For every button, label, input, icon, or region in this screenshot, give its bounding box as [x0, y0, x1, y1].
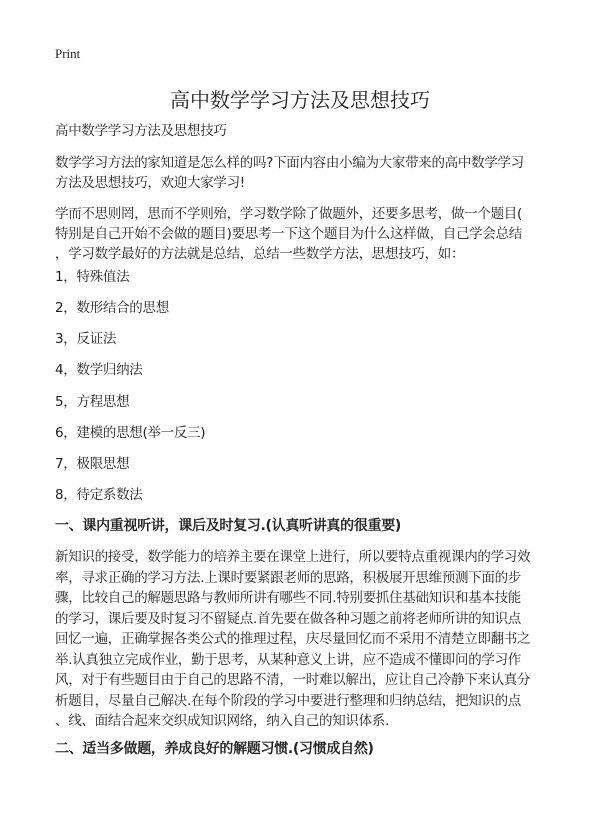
para3-line: 骤，比较自己的解题思路与教师所讲有哪些不同.特别要抓住基础知识和基本技能: [55, 590, 521, 606]
list-item: 7，极限思想: [55, 456, 130, 472]
para3-line: 、线、面结合起来交织成知识网络，纳入自己的知识体系.: [55, 713, 389, 729]
page-title: 高中数学学习方法及思想技巧: [170, 88, 430, 112]
para3-line: 率，寻求正确的学习方法.上课时要紧跟老师的思路，积极展开思维预测下面的步: [55, 569, 521, 586]
para3-line: 回忆一遍，正确掌握各类公式的推理过程，庆尽量回忆而不采用不清楚立即翻书之: [55, 631, 531, 647]
para3-line: 新知识的接受，数学能力的培养主要在课堂上进行，所以要特点重视课内的学习效: [55, 549, 531, 565]
print-link[interactable]: Print: [55, 46, 81, 61]
para3-line: 举.认真独立完成作业，勤于思考，从某种意义上讲，应不造成不懂即问的学习作: [55, 651, 521, 668]
list-item: 1，特殊值法: [55, 269, 130, 285]
para2-line: 学而不思则罔，思而不学则殆，学习数学除了做题外，还要多思考，做一个题目(: [55, 206, 522, 222]
list-item: 3，反证法: [55, 331, 117, 347]
intro-line: 数学学习方法的家知道是怎么样的吗?下面内容由小编为大家带来的高中数学学习: [55, 155, 524, 171]
para2-line: ，学习数学最好的方法就是总结，总结一些数学方法，思想技巧，如：: [55, 246, 465, 262]
para2-line: 特别是自己开始不会做的题目)要思考一下这个题目为什么这样做，自己学会总结: [55, 226, 522, 242]
section-heading-1: 一、课内重视听讲，课后及时复习.(认真听讲真的很重要): [55, 518, 402, 534]
list-item: 5，方程思想: [55, 394, 130, 410]
subtitle: 高中数学学习方法及思想技巧: [55, 123, 227, 139]
list-item: 2，数形结合的思想: [55, 300, 169, 316]
list-item: 8，待定系数法: [55, 487, 143, 503]
para3-line: 析题目，尽量自己解决.在每个阶段的学习中要进行整理和归纳总结，把知识的点: [55, 692, 521, 709]
para3-line: 风，对于有些题目由于自己的思路不清，一时难以解出，应让自己冷静下来认真分: [55, 672, 531, 688]
list-item: 4，数学归纳法: [55, 362, 143, 378]
intro-line: 方法及思想技巧，欢迎大家学习!: [55, 175, 245, 191]
section-heading-2: 二、适当多做题，养成良好的解题习惯.(习惯成自然): [55, 741, 374, 757]
para3-line: 的学习，课后要及时复习不留疑点.首先要在做各种习题之前将老师所讲的知识点: [55, 610, 521, 627]
list-item: 6，建模的思想(举一反三): [55, 425, 206, 441]
